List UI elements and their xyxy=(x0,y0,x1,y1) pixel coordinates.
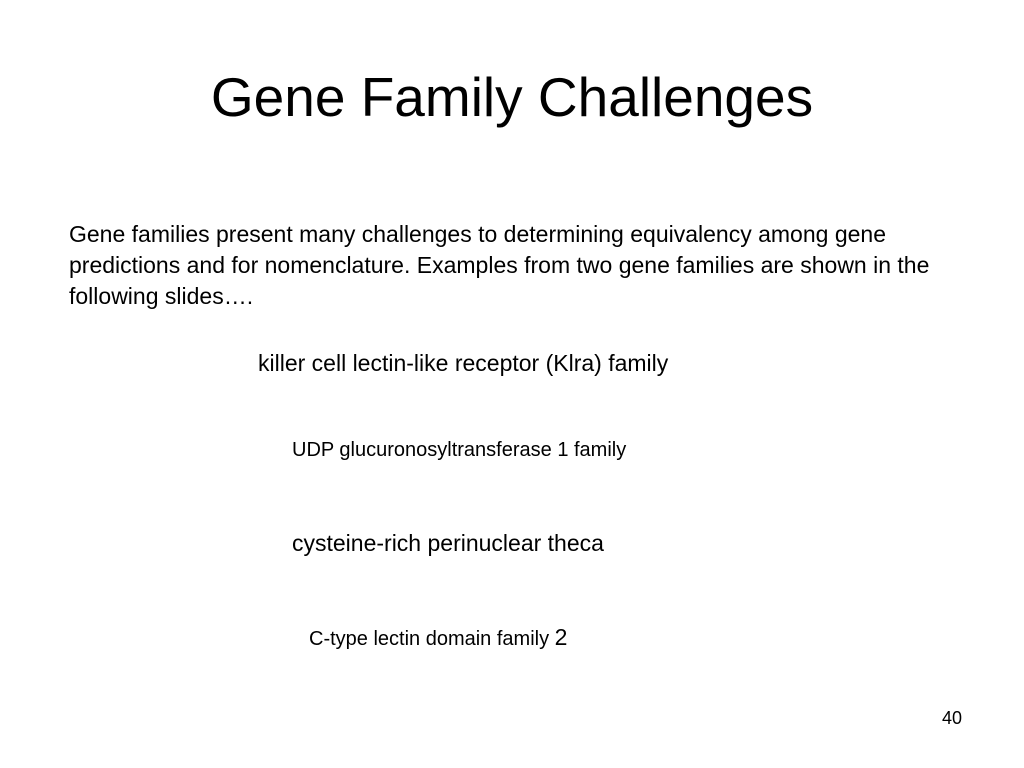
gene-family-klra: killer cell lectin-like receptor (Klra) family xyxy=(258,350,669,376)
gene-family-udp-glucuronosyltransferase: UDP glucuronosyltransferase 1 family xyxy=(292,439,627,461)
gene-family-c-type-lectin xyxy=(309,623,567,653)
gene-family-c-type-lectin-label: C-type lectin domain family xyxy=(309,628,550,650)
intro-paragraph: Gene families present many challenges to determining equivalency among gene predictions and for nomenclature. Examples from two gene families are shown in the following slides…. xyxy=(69,221,930,309)
slide-title: Gene Family Challenges xyxy=(210,66,814,128)
page-number: 40 xyxy=(941,708,962,728)
gene-family-c-type-lectin-number: 2 xyxy=(554,624,568,650)
gene-family-perinuclear-theca: cysteine-rich perinuclear theca xyxy=(292,530,604,556)
